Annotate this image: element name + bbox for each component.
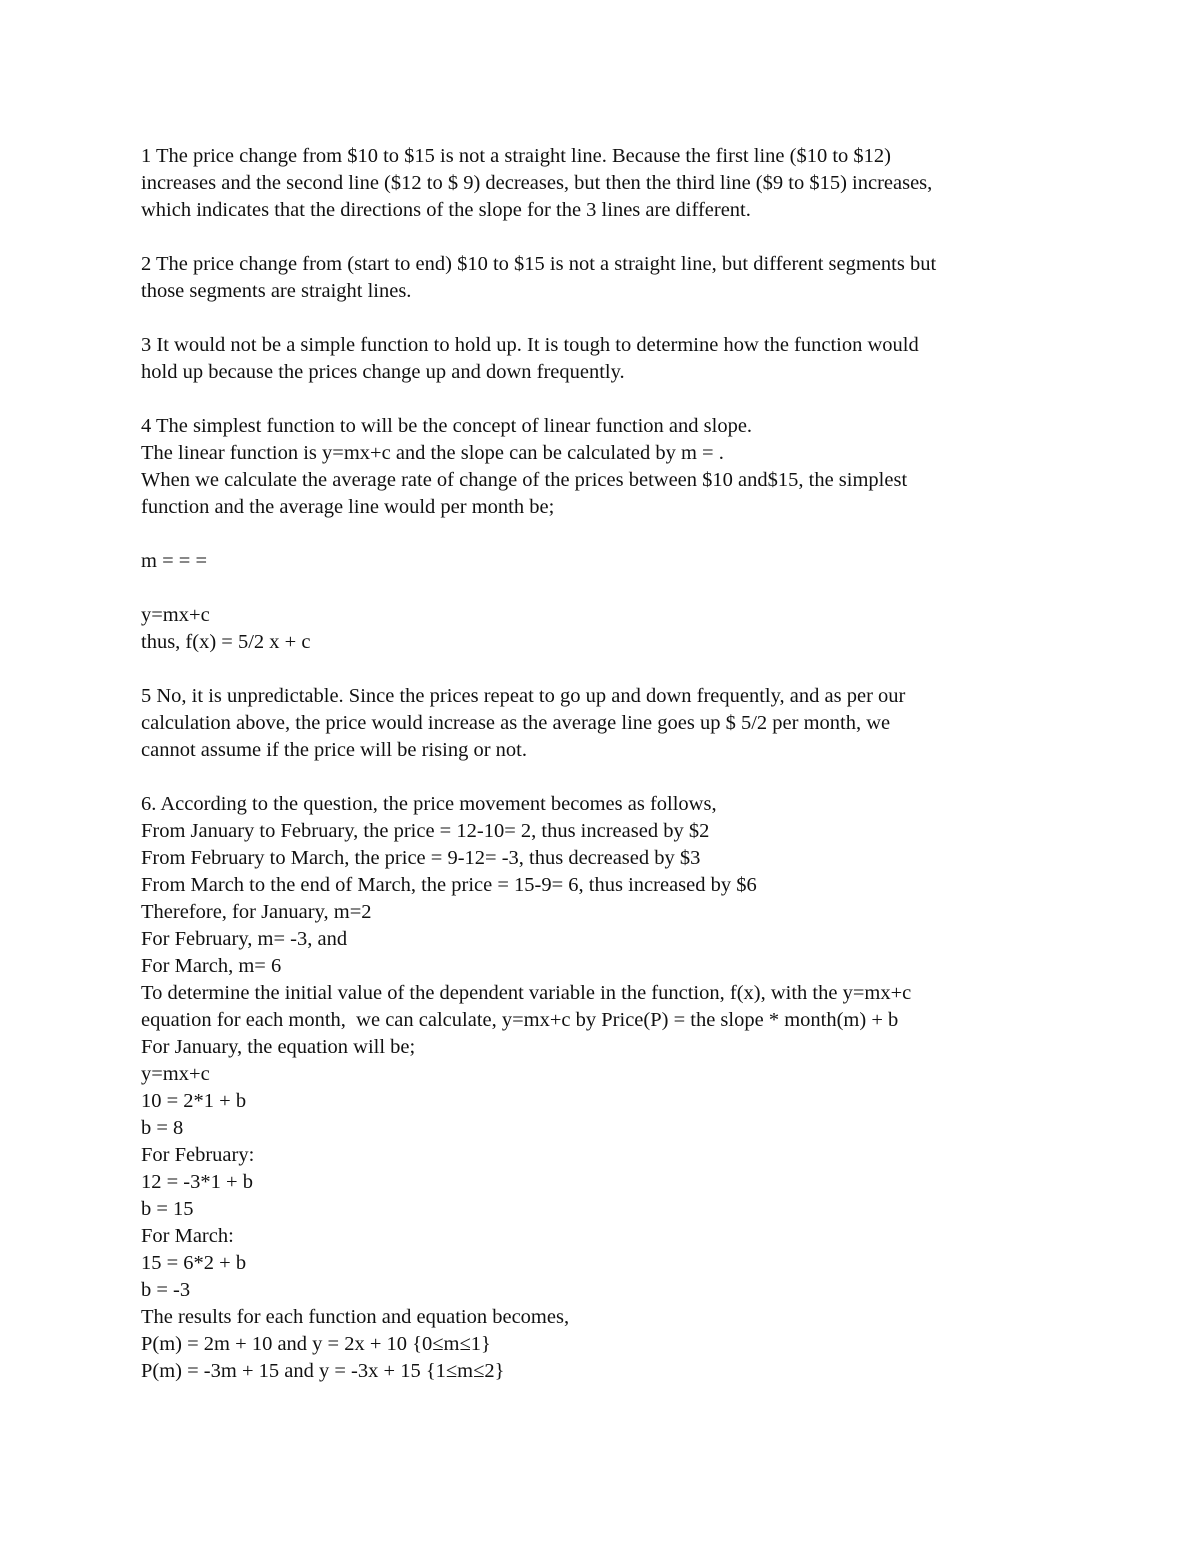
text-line: 4 The simplest function to will be the concept of linear function and slope.	[141, 415, 753, 437]
text-line: calculation above, the price would increase as the average line goes up $ 5/2 per month, we	[141, 712, 891, 734]
answer-2	[141, 251, 1081, 305]
text-line: hold up because the prices change up and down frequently.	[141, 361, 625, 383]
text-line: To determine the initial value of the dependent variable in the function, f(x), with the y=mx+c	[141, 982, 912, 1004]
text-line: For March, m= 6	[141, 955, 282, 977]
text-line: thus, f(x) = 5/2 x + c	[141, 631, 311, 653]
text-line: 2 The price change from (start to end) $10 to $15 is not a straight line, but different segments but	[141, 253, 937, 275]
text-line: 15 = 6*2 + b	[141, 1252, 247, 1274]
text-line: 12 = -3*1 + b	[141, 1171, 253, 1193]
answer-6	[141, 791, 1081, 1385]
text-line: From January to February, the price = 12-10= 2, thus increased by $2	[141, 820, 710, 842]
text-line: From March to the end of March, the price = 15-9= 6, thus increased by $6	[141, 874, 757, 896]
text-line: equation for each month, we can calculate, y=mx+c by Price(P) = the slope * month(m) + b	[141, 1009, 899, 1031]
text-line: cannot assume if the price will be rising or not.	[141, 739, 527, 761]
text-line: For February:	[141, 1144, 255, 1166]
text-line: 5 No, it is unpredictable. Since the prices repeat to go up and down frequently, and as per our	[141, 685, 906, 707]
answer-3	[141, 332, 1081, 386]
text-line: 1 The price change from $10 to $15 is not a straight line. Because the first line ($10 to $12)	[141, 145, 891, 167]
answer-1	[141, 143, 1081, 224]
text-line: P(m) = -3m + 15 and y = -3x + 15 {1≤m≤2}	[141, 1360, 505, 1382]
text-line: b = 15	[141, 1198, 194, 1220]
text-line: function and the average line would per month be;	[141, 496, 555, 518]
text-line: Therefore, for January, m=2	[141, 901, 372, 923]
text-line: b = -3	[141, 1279, 191, 1301]
linear-function	[141, 602, 1081, 656]
text-line: y=mx+c	[141, 604, 210, 626]
text-line: 3 It would not be a simple function to hold up. It is tough to determine how the function would	[141, 334, 919, 356]
text-line: b = 8	[141, 1117, 184, 1139]
document-page	[141, 143, 1081, 1385]
answer-5	[141, 683, 1081, 764]
answer-4	[141, 413, 1081, 521]
text-line: those segments are straight lines.	[141, 280, 412, 302]
text-line: For March:	[141, 1225, 234, 1247]
text-line: The results for each function and equation becomes,	[141, 1306, 570, 1328]
text-line: 10 = 2*1 + b	[141, 1090, 247, 1112]
text-line: increases and the second line ($12 to $ 9) decreases, but then the third line ($9 to $15) increases,	[141, 172, 933, 194]
text-line: For February, m= -3, and	[141, 928, 348, 950]
text-line: When we calculate the average rate of change of the prices between $10 and$15, the simplest	[141, 469, 908, 491]
text-line: 6. According to the question, the price movement becomes as follows,	[141, 793, 717, 815]
text-line: which indicates that the directions of the slope for the 3 lines are different.	[141, 199, 751, 221]
text-line: From February to March, the price = 9-12= -3, thus decreased by $3	[141, 847, 701, 869]
text-line: m = = =	[141, 550, 208, 572]
text-line: The linear function is y=mx+c and the slope can be calculated by m = .	[141, 442, 724, 464]
text-line: P(m) = 2m + 10 and y = 2x + 10 {0≤m≤1}	[141, 1333, 491, 1355]
text-line: y=mx+c	[141, 1063, 210, 1085]
text-line: For January, the equation will be;	[141, 1036, 416, 1058]
slope-equation	[141, 548, 1081, 575]
